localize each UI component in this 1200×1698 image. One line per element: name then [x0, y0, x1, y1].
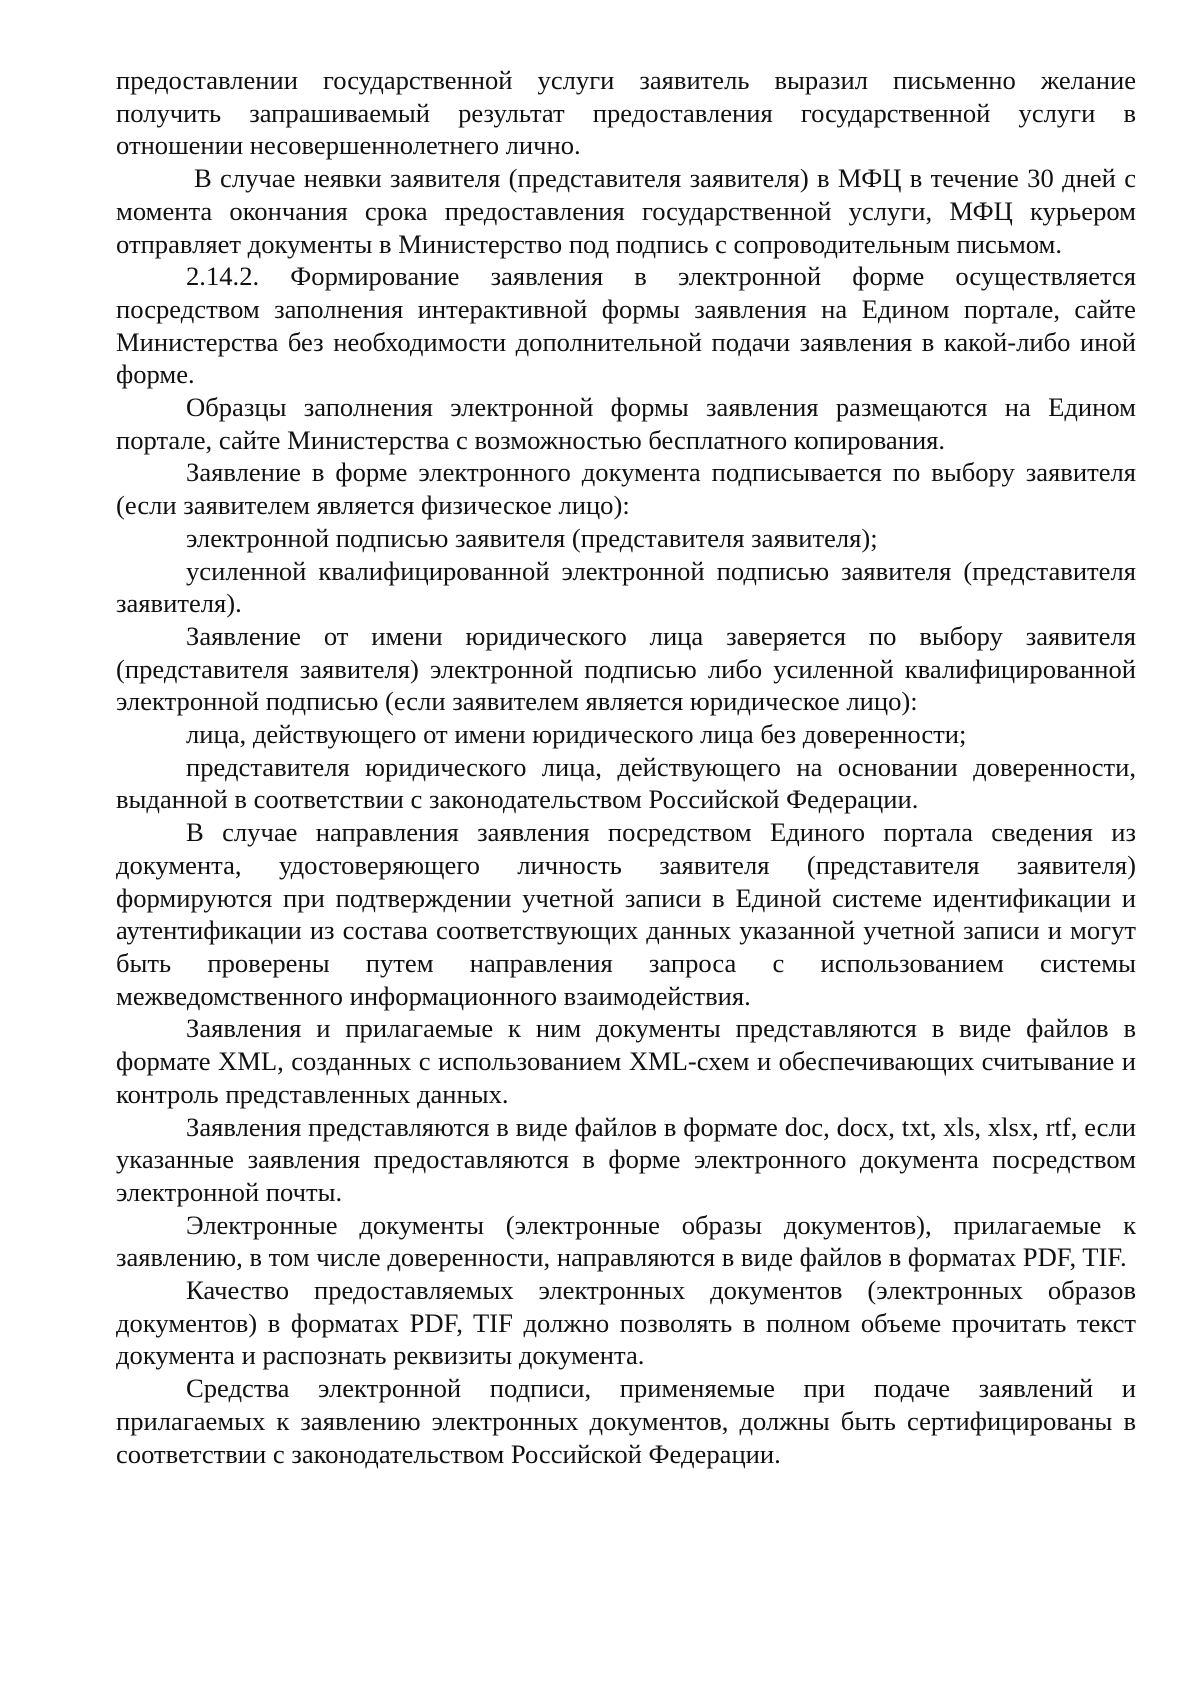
- paragraph-2-14-2: 2.14.2. Формирование заявления в электронной форме осуществляется посредством заполнения интерактивной формы заявления на Едином портале, сайте Министерства без необходимости дополнительной подачи заявления в какой-либо иной форме.: [116, 261, 1136, 390]
- paragraph-signing-individual: Заявление в форме электронного документа подписывается по выбору заявителя (если заявителем является физическое лицо):: [116, 457, 1136, 521]
- document-page: [116, 64, 1136, 1470]
- paragraph-signing-legal-entity: Заявление от имени юридического лица заверяется по выбору заявителя (представителя заявителя) электронной подписью либо усиленной квалифицированной электронной подписью (если заявителем является юридическое лицо):: [116, 620, 1136, 717]
- paragraph-file-formats: Заявления представляются в виде файлов в формате doc, docx, txt, xls, xlsx, rtf, если указанные заявления предоставляются в форме электронного документа посредством электронной почты.: [116, 1111, 1136, 1207]
- paragraph-unified-portal: В случае направления заявления посредством Единого портала сведения из документа, удостоверяющего личность заявителя (представителя заявителя) формируются при подтверждении учетной записи в Единой системе идентификации и аутентификации из состава соответствующих данных указанной учетной записи и могут быть проверены путем направления запроса с использованием системы межведомственного информационного взаимодействия.: [116, 817, 1136, 1011]
- list-item-simple-signature: электронной подписью заявителя (представителя заявителя);: [186, 522, 878, 553]
- paragraph-electronic-documents: Электронные документы (электронные образы документов), прилагаемые к заявлению, в том числе доверенности, направляются в виде файлов в форматах PDF, TIF.: [116, 1209, 1136, 1273]
- paragraph-signature-tools: Средства электронной подписи, применяемые при подаче заявлений и прилагаемых к заявлению электронных документов, должны быть сертифицированы в соответствии с законодательством Российской Федерации.: [116, 1373, 1136, 1469]
- list-item-with-power-of-attorney: представителя юридического лица, действующего на основании доверенности, выданной в соответствии с законодательством Российской Федерации.: [116, 751, 1136, 815]
- paragraph-xml-format: Заявления и прилагаемые к ним документы представляются в виде файлов в формате XML, созданных с использованием XML-схем и обеспечивающих считывание и контроль представленных данных.: [116, 1013, 1136, 1109]
- list-item-without-power-of-attorney: лица, действующего от имени юридического лица без доверенности;: [186, 719, 967, 750]
- paragraph-mfc-no-show: В случае неявки заявителя (представителя заявителя) в МФЦ в течение 30 дней с момента окончания срока предоставления государственной услуги, МФЦ курьером отправляет документы в Министерство под подпись с сопроводительным письмом.: [116, 163, 1136, 259]
- paragraph-document-quality: Качество предоставляемых электронных документов (электронных образов документов) в форматах PDF, TIF должно позволять в полном объеме прочитать текст документа и распознать реквизиты документа.: [116, 1275, 1136, 1371]
- list-item-qualified-signature: усиленной квалифицированной электронной подписью заявителя (представителя заявителя).: [116, 555, 1136, 619]
- paragraph-form-samples: Образцы заполнения электронной формы заявления размещаются на Едином портале, сайте Министерства с возможностью бесплатного копирования.: [116, 392, 1136, 455]
- paragraph-continuation: предоставлении государственной услуги заявитель выразил письменно желание получить запрашиваемый результат предоставления государственной услуги в отношении несовершеннолетнего лично.: [116, 65, 1136, 161]
